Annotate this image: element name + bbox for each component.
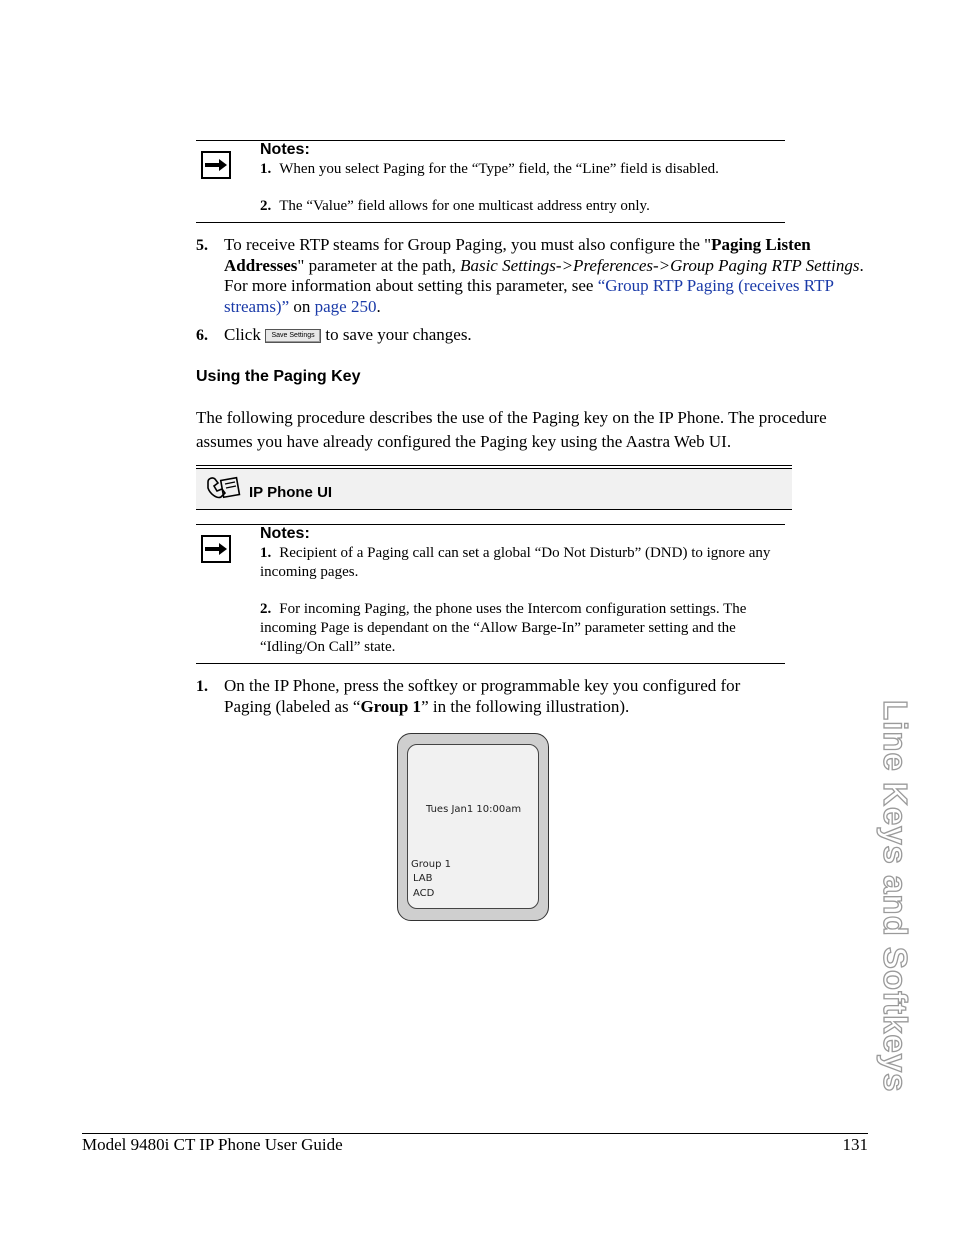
- phone-icon: [205, 476, 241, 505]
- side-tab-clip: [860, 690, 954, 1120]
- notes1-bottom-rule: [196, 222, 785, 223]
- notes1-item-1-num: 1.: [260, 161, 272, 177]
- step5-text-part2: " parameter at the path,: [297, 255, 461, 275]
- step6-text-post: to save your changes.: [325, 325, 472, 344]
- notes1-item-1-text: When you select Paging for the “Type” field, the “Line” field is disabled.: [279, 161, 719, 177]
- notes2-item-1-text: Recipient of a Paging call can set a global “Do Not Disturb” (DND) to ignore any incoming pages.: [260, 545, 771, 580]
- step1-text-part1: On the IP Phone, press the softkey or programmable key you configured for Paging (labeled as “: [224, 676, 741, 716]
- notes1-item-2-num: 2.: [260, 198, 272, 214]
- notes1-item-1: [260, 160, 780, 179]
- notes2-item-2-num: 2.: [260, 601, 272, 617]
- section-intro: The following procedure describes the use of the Paging key on the IP Phone. The procedure assumes you have already configured the Paging key using the Aastra Web UI.: [196, 408, 827, 451]
- note-arrow-icon: [201, 151, 231, 179]
- softkey-acd: ACD: [413, 888, 435, 899]
- save-settings-button[interactable]: Save Settings: [265, 329, 321, 343]
- notes2-item-1: [260, 544, 780, 582]
- notes1-item-2-text: The “Value” field allows for one multicast address entry only.: [279, 198, 650, 214]
- step6-text: [224, 325, 824, 346]
- ipphone-bar-top-rule-1: [196, 465, 792, 466]
- step5-text-part4: on: [289, 296, 315, 316]
- step1-text: [224, 676, 764, 717]
- footer-rule: [82, 1133, 868, 1134]
- step5-text: [224, 235, 870, 317]
- softkey-lab: LAB: [413, 873, 433, 884]
- step1-number: 1.: [196, 678, 208, 695]
- step5-text-part5: .: [376, 296, 381, 316]
- notes2-bottom-rule: [196, 663, 785, 664]
- chapter-side-tab: Line Keys and Softkeys: [877, 700, 914, 1093]
- section-heading: Using the Paging Key: [196, 368, 361, 385]
- softkey-group-1: Group 1: [411, 859, 451, 870]
- notes2-item-2-text: For incoming Paging, the phone uses the Intercom configuration settings. The incoming Page is dependant on the “Allow Barge-In” parameter setting and the “Idling/On Call” state.: [260, 601, 747, 655]
- group-rtp-paging-link[interactable]: “Group RTP Paging (receives RTP streams)”: [224, 276, 834, 316]
- step1-text-part2: ” in the following illustration).: [421, 696, 630, 716]
- notes2-heading: Notes:: [260, 525, 310, 542]
- page-250-link[interactable]: page 250: [314, 296, 377, 316]
- step6-number: 6.: [196, 327, 208, 344]
- notes1-item-2: [260, 197, 780, 216]
- footer-page-number: 131: [842, 1135, 868, 1154]
- step5-text-part1: To receive RTP steams for Group Paging, you must also configure the ": [224, 235, 712, 254]
- notes1-heading: Notes:: [260, 141, 310, 158]
- step5-path: Basic Settings->Preferences->Group Paging RTP Settings: [460, 255, 860, 275]
- ipphone-bar-bottom-rule: [196, 509, 792, 510]
- step5-param-name: Paging Listen Addresses: [224, 235, 811, 275]
- step5-text-part3: . For more information about setting this parameter, see: [224, 255, 864, 295]
- phone-screen: [407, 744, 539, 909]
- step1-key-label: Group 1: [360, 696, 422, 716]
- notes2-item-1-num: 1.: [260, 545, 272, 561]
- step5-number: 5.: [196, 237, 208, 254]
- notes2-item-2: [260, 600, 780, 657]
- step6-text-pre: Click: [224, 325, 261, 344]
- footer-title: Model 9480i CT IP Phone User Guide: [82, 1135, 343, 1154]
- note-arrow-icon: [201, 535, 231, 563]
- phone-datetime: Tues Jan1 10:00am: [426, 804, 522, 815]
- ipphone-bar-label: IP Phone UI: [249, 484, 333, 501]
